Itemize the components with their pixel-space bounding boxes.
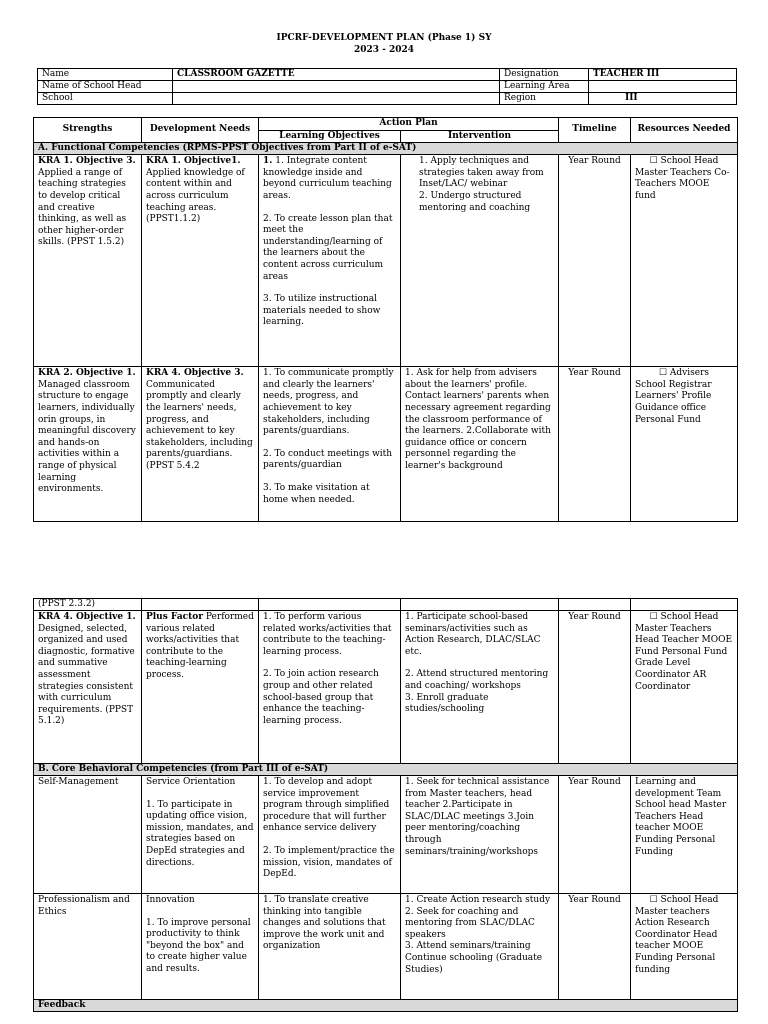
strength-title: KRA 1. Objective 3. <box>38 156 136 167</box>
header-strengths: Strengths <box>34 118 142 143</box>
intervention-item: 2. Attend structured mentoring and coaching/ workshops <box>405 669 549 691</box>
feedback-heading: Feedback <box>34 1000 738 1012</box>
header-resources: Resources Needed <box>631 118 738 143</box>
intervention-item: 3. Enroll graduate studies/schooling <box>405 692 489 715</box>
learning-area-label: Learning Area <box>500 81 589 93</box>
intervention-item: 1. Ask for help from advisers about the learners' profile. Contact learners' parents when necessary agreement regarding the classroom performance of the learners. 2.Collaborate with guidance office or concern personnel regarding the learner's background <box>401 367 559 522</box>
resource-list: Master teachers Action Research Coordinator Head teacher MOOE Funding Personal funding <box>635 906 718 975</box>
square-bullet-icon: ☐ <box>658 368 668 379</box>
need-title: Plus Factor <box>146 612 204 622</box>
square-bullet-icon: ☐ <box>649 156 658 167</box>
objective-item: 2. To conduct meetings with parents/guardian <box>263 448 393 471</box>
intervention-item: 3. Attend seminars/training Continue schooling (Graduate Studies) <box>405 941 543 975</box>
strength-text: Self-Management <box>34 776 142 894</box>
timeline-value: Year Round <box>559 894 631 1000</box>
intervention-item: 1. Seek for technical assistance from Master teachers, head teacher 2.Participate in SLAC/DLAC meetings 3.Join peer mentoring/coaching through seminars/training/workshops <box>401 776 559 894</box>
table-row <box>34 611 738 764</box>
info-table <box>37 68 737 105</box>
intervention-item: 2. Undergo structured mentoring and coaching <box>419 190 531 213</box>
section-a-heading: A. Functional Competencies (RPMS-PPST Objectives from Part II of e-SAT) <box>34 143 738 155</box>
section-b-heading: B. Core Behavioral Competencies (from Part III of e-SAT) <box>34 764 738 776</box>
strength-title: KRA 2. Objective 1. <box>38 368 136 379</box>
square-bullet-icon: ☐ <box>649 895 658 905</box>
resource-list: Master Teachers Co-Teachers MOOE fund <box>635 167 730 201</box>
need-text: Communicated promptly and clearly the learners' needs, progress, and achievement to key stakeholders, including parents/guardians. (PPST 5.4.2 <box>146 379 253 471</box>
plan-table-part2 <box>33 598 738 1012</box>
timeline-value: Year Round <box>559 611 631 764</box>
name-label: Name <box>38 69 173 81</box>
table-row <box>34 155 738 367</box>
resource-head: ☐ School Head <box>649 156 719 167</box>
resource-list: School Registrar Learners' Profile Guidance office Personal Fund <box>635 379 712 425</box>
need-title: Innovation <box>146 895 195 905</box>
objective-item: 3. To make visitation at home when needed. <box>263 482 370 505</box>
need-text: 1. To participate in updating office vision, mission, mandates, and strategies based on DepEd strategies and directions. <box>146 799 254 868</box>
document-title: IPCRF-DEVELOPMENT PLAN (Phase 1) SY <box>276 33 492 43</box>
intervention-item: 1. Apply techniques and strategies taken away from Inset/LAC/ webinar <box>419 156 544 190</box>
objective-item: 2. To join action research group and other related school-based group that enhance the teaching-learning process. <box>263 669 379 726</box>
objective-item: 3. To utilize instructional materials needed to show learning. <box>263 294 381 328</box>
header-intervention: Intervention <box>401 130 559 143</box>
resource-head: ☐ School Head <box>649 612 719 622</box>
school-value <box>173 93 500 105</box>
table-row <box>34 894 738 1000</box>
need-text: 1. To improve personal productivity to think "beyond the box" and to create higher value and results. <box>146 917 251 974</box>
document-year: 2023 - 2024 <box>353 45 415 55</box>
table-row <box>34 776 738 894</box>
plan-table-part1 <box>33 117 738 522</box>
need-title: KRA 1. Objective1. <box>146 156 241 167</box>
objective-item: 1. 1. Integrate content knowledge inside and beyond curriculum teaching areas. <box>263 156 392 201</box>
school-head-label: Name of School Head <box>38 81 173 93</box>
objective-item: 2. To implement/practice the mission, vision, mandates of DepEd. <box>263 845 395 880</box>
header-action-plan: Action Plan <box>259 118 559 131</box>
resource-head: ☐ Advisers <box>658 368 710 379</box>
continued-text: (PPST 2.3.2) <box>34 599 142 611</box>
need-text: Applied knowledge of content within and across curriculum teaching areas. (PPST1.1.2) <box>146 167 245 225</box>
objective-item: 1. To develop and adopt service improvement program through simplified procedure that will further enhance service delivery <box>263 777 390 834</box>
strength-text: Professionalism and Ethics <box>34 894 142 1000</box>
learning-area-value <box>589 81 737 93</box>
objective-item: 2. To create lesson plan that meet the understanding/learning of the learners about the content across curriculum areas <box>263 213 393 282</box>
need-text: Performed various related works/activities that contribute to the teaching-learning process. <box>146 612 254 680</box>
intervention-item: 1. Create Action research study <box>405 895 551 905</box>
header-timeline: Timeline <box>559 118 631 143</box>
square-bullet-icon: ☐ <box>649 612 658 622</box>
strength-text: Managed classroom structure to engage learners, individually orin groups, in meaningful discovery and hands-on activities within a range of physical learning environments. <box>38 379 136 495</box>
strength-text: Applied a range of teaching strategies to develop critical and creative thinking, as well as other higher-order skills. (PPST 1.5.2) <box>38 167 127 248</box>
need-title: Service Orientation <box>146 777 236 787</box>
designation-value: TEACHER III <box>589 69 737 81</box>
region-value: III <box>589 93 737 105</box>
school-label: School <box>38 93 173 105</box>
region-label: Region <box>500 93 589 105</box>
objective-item: 1. To perform various related works/activities that contribute to the teaching-learning process. <box>263 612 392 657</box>
intervention-item: 2. Seek for coaching and mentoring from SLAC/DLAC speakers <box>405 906 535 940</box>
name-value: CLASSROOM GAZETTE <box>173 69 500 81</box>
resource-list: Learning and development Team School head Master Teachers Head teacher MOOE Funding Personal Funding <box>631 776 738 894</box>
timeline-value: Year Round <box>559 155 631 367</box>
timeline-value: Year Round <box>559 776 631 894</box>
designation-label: Designation <box>500 69 589 81</box>
objective-item: 1. To communicate promptly and clearly the learners' needs, progress, and achievement to key stakeholders, including parents/guardians. <box>263 368 394 437</box>
resource-head: ☐ School Head <box>649 895 719 905</box>
header-learning-objectives: Learning Objectives <box>259 130 401 143</box>
school-head-value <box>173 81 500 93</box>
table-row <box>34 367 738 522</box>
objective-item: 1. To translate creative thinking into tangible changes and solutions that improve the work unit and organization <box>259 894 401 1000</box>
resource-list: Master Teachers Head Teacher MOOE Fund Personal Fund Grade Level Coordinator AR Coordinator <box>635 623 733 692</box>
need-title: KRA 4. Objective 3. <box>146 368 244 379</box>
intervention-item: 1. Participate school-based seminars/activities such as Action Research, DLAC/SLAC etc. <box>405 612 541 657</box>
timeline-value: Year Round <box>559 367 631 522</box>
strength-title: KRA 4. Objective 1. <box>38 612 136 622</box>
header-development-needs: Development Needs <box>142 118 259 143</box>
strength-text: Designed, selected, organized and used diagnostic, formative and summative assessment strategies consistent with curriculum requirements. (PPST 5.1.2) <box>38 623 135 727</box>
